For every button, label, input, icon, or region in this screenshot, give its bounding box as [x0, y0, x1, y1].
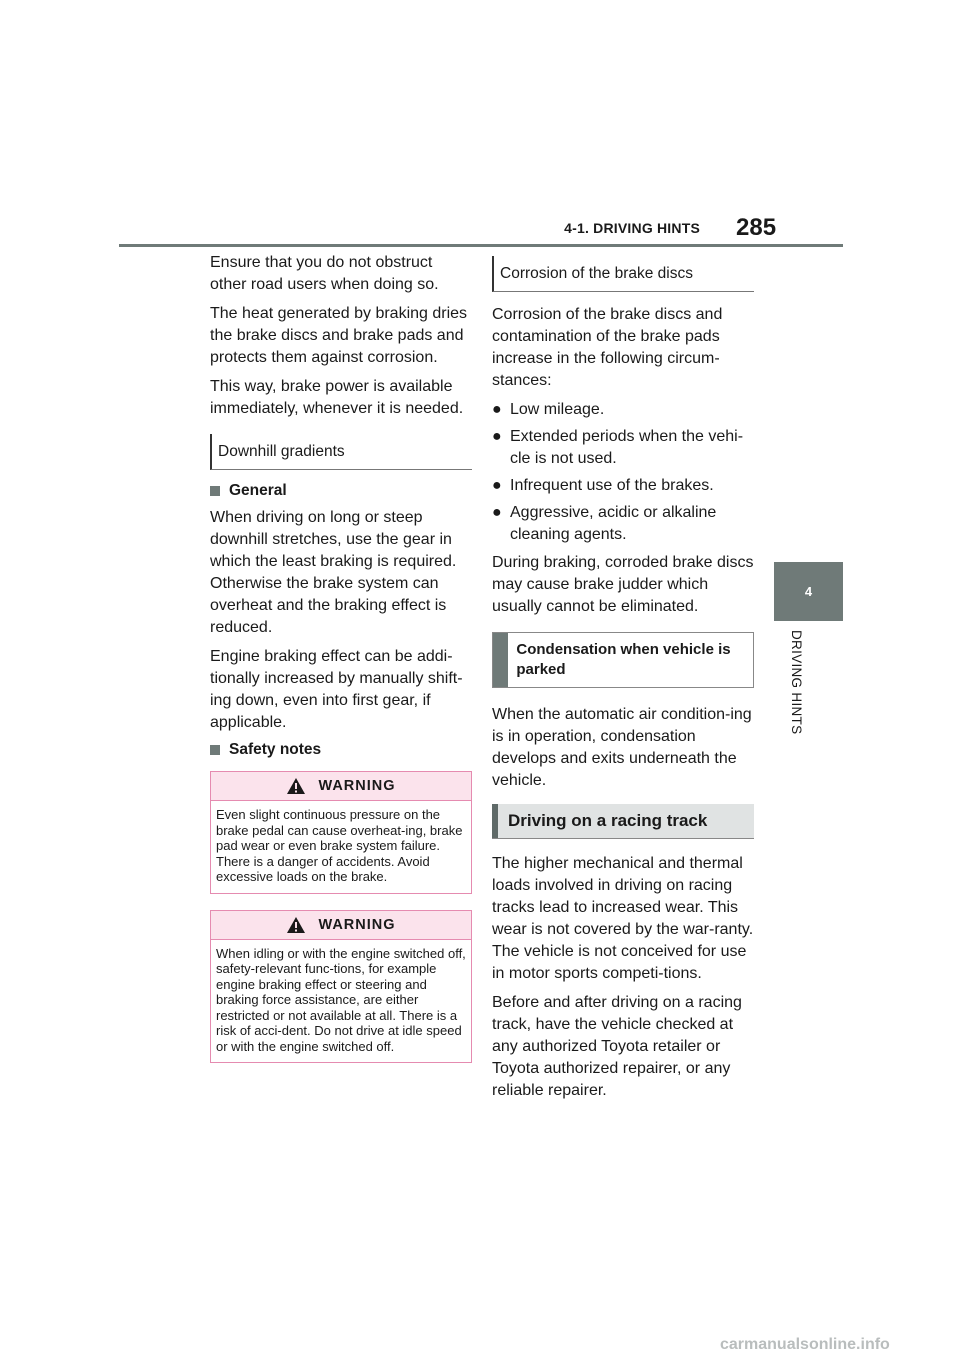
- heading-text: Driving on a racing track: [498, 804, 754, 838]
- bullet-list: [492, 399, 754, 546]
- section-heading-racing: [492, 804, 754, 839]
- subheading-text: Safety notes: [229, 741, 322, 758]
- subheading-safety: [210, 741, 472, 759]
- paragraph: Before and after driving on a racing track, have the vehicle checked at any authorized Toyota retailer or Toyota authorized repairer, or any reliable repairer.: [492, 994, 742, 1099]
- heading-text: Condensation when vehicle is parked: [516, 641, 731, 678]
- paragraph: When driving on long or steep downhill stretches, use the gear in which the least braking is required. Otherwise the brake system can overheat and the braking effect is reduced.: [210, 509, 457, 636]
- paragraph: Engine braking effect can be addi-tionally increased by manually shift-ing down, even into first gear, if applicable.: [210, 648, 463, 731]
- list-item: [492, 475, 754, 497]
- heading-bar: [493, 633, 508, 687]
- list-item-text: Low mileage.: [510, 401, 605, 418]
- paragraph: This way, brake power is available immediately, whenever it is needed.: [210, 378, 464, 417]
- watermark: carmanualsonline.info: [720, 1336, 890, 1353]
- square-bullet-icon: [210, 745, 220, 755]
- section-heading-corrosion: Corrosion of the brake discs: [492, 256, 754, 292]
- right-column: [492, 252, 754, 1109]
- list-item-text: Aggressive, acidic or alkaline cleaning agents.: [510, 504, 717, 543]
- left-column: [210, 252, 472, 1079]
- section-title: 4-1. DRIVING HINTS: [564, 220, 700, 236]
- list-item: [492, 426, 754, 470]
- bullet-icon: ●: [492, 401, 502, 418]
- warning-box: [210, 910, 472, 1064]
- bullet-icon: ●: [492, 504, 502, 521]
- header-rule: [119, 244, 843, 247]
- section-heading-downhill: Downhill gradients: [210, 434, 472, 470]
- paragraph: Ensure that you do not obstruct other road users when doing so.: [210, 254, 439, 293]
- warning-triangle-icon: [286, 777, 306, 795]
- paragraph: During braking, corroded brake discs may cause brake judder which usually cannot be eliminated.: [492, 554, 754, 615]
- paragraph: The higher mechanical and thermal loads involved in driving on racing tracks lead to increased wear. This wear is not covered by the war-ranty. The vehicle is not conceived for use in motor sports competi-tions.: [492, 855, 754, 982]
- chapter-label: DRIVING HINTS: [789, 630, 804, 735]
- warning-triangle-icon: [286, 916, 306, 934]
- warning-box: [210, 771, 472, 894]
- subheading-text: General: [229, 482, 287, 499]
- warning-title: WARNING: [318, 916, 396, 933]
- warning-title: WARNING: [318, 778, 396, 794]
- section-heading-condensation: [492, 632, 754, 688]
- list-item-text: Extended periods when the vehi-cle is not used.: [510, 428, 744, 467]
- list-item-text: Infrequent use of the brakes.: [510, 477, 714, 494]
- square-bullet-icon: [210, 486, 220, 496]
- paragraph: The heat generated by braking dries the brake discs and brake pads and protects them against corrosion.: [210, 305, 468, 366]
- chapter-number: 4: [804, 584, 813, 599]
- warning-header: [211, 911, 471, 940]
- warning-text: When idling or with the engine switched off, safety-relevant func-tions, for example engine braking effect or steering and braking force assistance, are either restricted or not available at all. There is a risk of acci-dent. Do not drive at idle speed or with the engine switched off.: [216, 945, 466, 1054]
- bullet-icon: ●: [492, 477, 502, 494]
- warning-text: Even slight continuous pressure on the brake pedal can cause overheat-ing, brake pad wear or even brake system failure. There is a danger of accidents. Avoid excessive loads on the brake.: [216, 807, 463, 884]
- page-number: 285: [736, 214, 777, 241]
- bullet-icon: ●: [492, 428, 502, 445]
- paragraph: Corrosion of the brake discs and contamination of the brake pads increase in the following circum-stances:: [492, 306, 723, 389]
- list-item: [492, 399, 754, 421]
- paragraph: When the automatic air condition-ing is in operation, condensation develops and exits underneath the vehicle.: [492, 706, 752, 789]
- subheading-general: [210, 482, 472, 500]
- chapter-tab[interactable]: [774, 562, 843, 621]
- warning-header: [211, 772, 471, 801]
- list-item: [492, 502, 754, 546]
